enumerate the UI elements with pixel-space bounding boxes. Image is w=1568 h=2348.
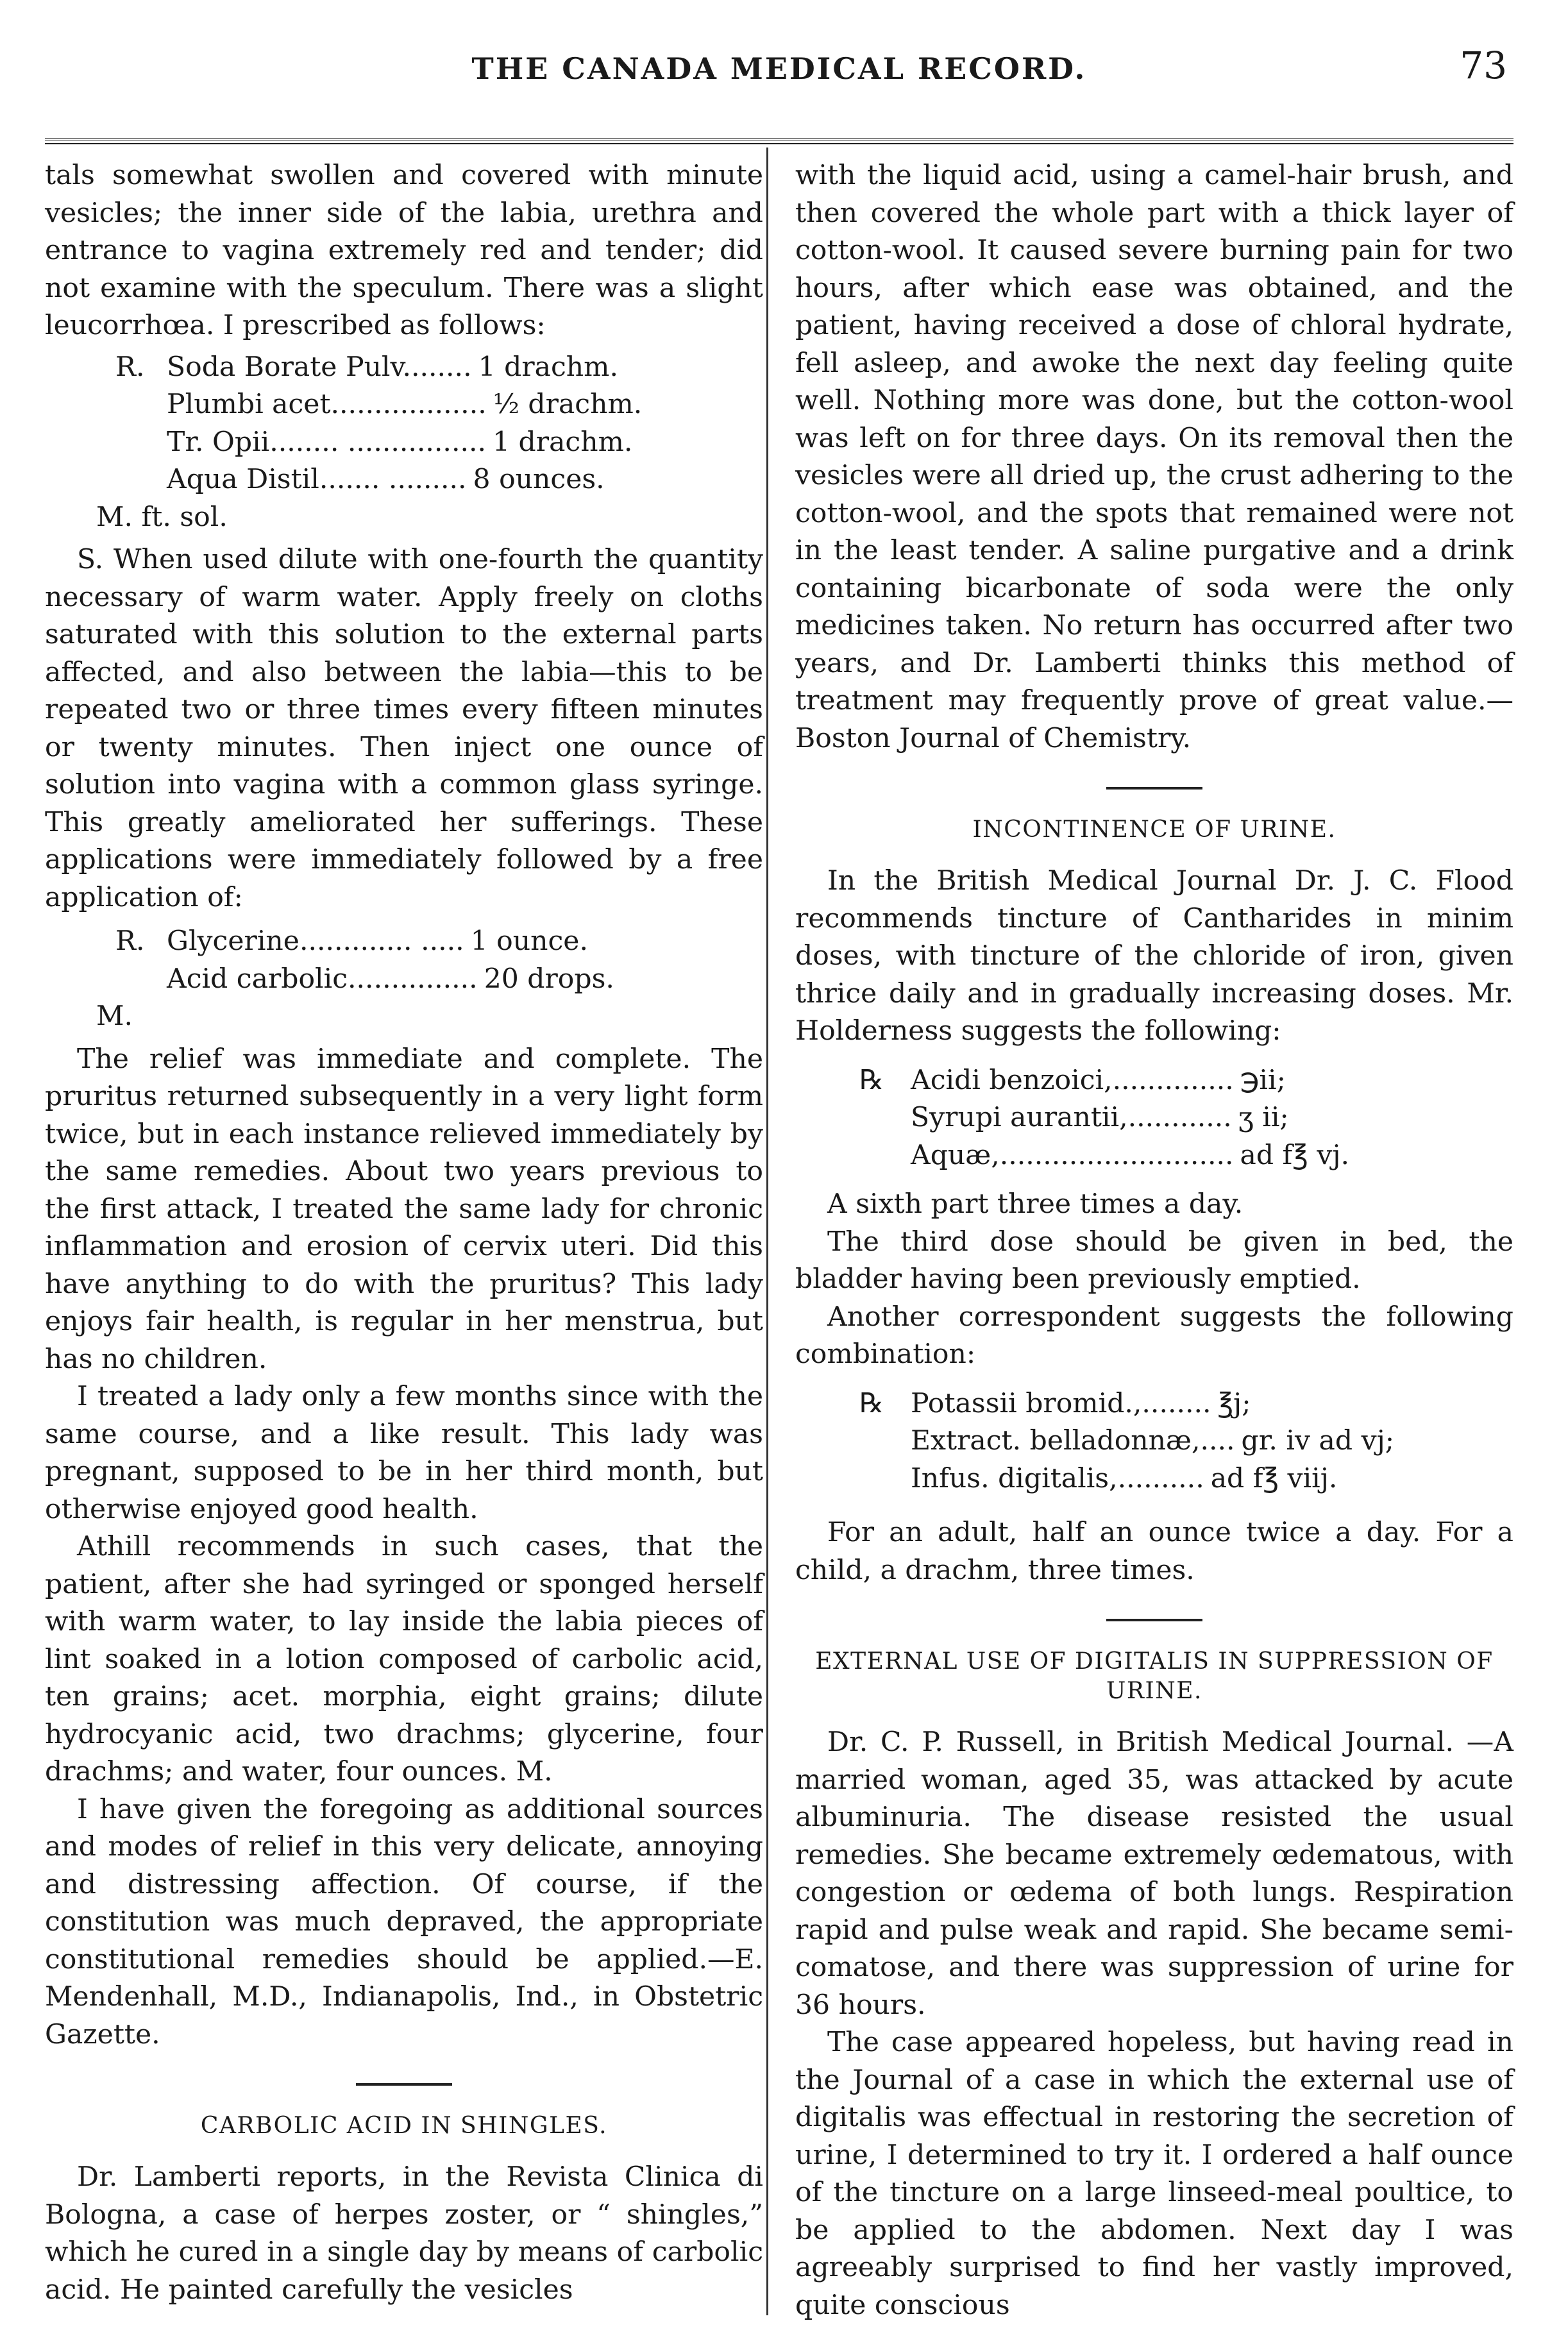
recipe-symbol bbox=[115, 424, 167, 462]
page-number: 73 bbox=[1460, 44, 1507, 87]
dose: ad f℥ viij. bbox=[1210, 1462, 1338, 1494]
recipe-symbol bbox=[115, 461, 167, 499]
paragraph: Another correspondent suggests the following combination: bbox=[795, 1301, 1513, 1370]
paragraph: with the liquid acid, using a camel-hair brush, and then covered the whole part with a thick layer of cotton-wool. It caused severe burning pain for two hours, after which ease was obtained, and the patient, having received a dose of chloral hydrate, fell asleep, and awoke the next day feeling quite well. Nothing more was done, but the cotton-wool was left on for three days. On its removal then the vesicles were all dried up, the crust adhering to the cotton-wool, and the spots that remained were not in the least tender. A saline purgative and a drink containing bicarbonate of soda were the only medicines taken. No return has occurred after two years, and Dr. Lamberti thinks this method of treatment may frequently prove of great value.—Boston Journal of Chemistry. bbox=[795, 160, 1513, 754]
prescription-line bbox=[859, 1460, 1513, 1498]
prescription-1 bbox=[96, 349, 763, 537]
recipe-symbol bbox=[115, 961, 167, 999]
prescription-line bbox=[115, 923, 763, 961]
ingredient: Infus. digitalis,.......... bbox=[911, 1462, 1204, 1494]
section-title: CARBOLIC ACID IN SHINGLES. bbox=[200, 2113, 608, 2139]
left-column bbox=[45, 157, 763, 2309]
recipe-symbol bbox=[859, 1099, 911, 1137]
section-rule bbox=[356, 2083, 452, 2086]
header-rule bbox=[45, 138, 1513, 144]
dose: ½ drachm. bbox=[493, 389, 643, 420]
prescription-line bbox=[115, 461, 763, 499]
prescription-line bbox=[115, 424, 763, 462]
dose: ℥j; bbox=[1217, 1387, 1251, 1419]
dose: ad f℥ vj. bbox=[1240, 1139, 1350, 1171]
paragraph: I have given the foregoing as additional sources and modes of relief in this very delicate, annoying and distressing affection. Of course, if the constitution was much depraved, the appropriate constitutional remedies should be applied.—E. Mendenhall, M.D., Indianapolis, Ind., in Obstetric Gazette. bbox=[45, 1793, 763, 2050]
ingredient: Acid carbolic............... bbox=[167, 963, 478, 995]
ingredient: Potassii bromid.,........ bbox=[911, 1387, 1211, 1419]
section-title: INCONTINENCE OF URINE. bbox=[972, 816, 1336, 843]
paragraph: tals somewhat swollen and covered with minute vesicles; the inner side of the labia, urethra and entrance to vagina extremely red and tender; did not examine with the speculum. There was a slight leucorrhœa. I prescribed as follows: bbox=[45, 160, 763, 341]
paragraph: Dr. C. P. Russell, in British Medical Journal. —A married woman, aged 35, was attacked by acute albuminuria. The disease resisted the usual remedies. She became extremely œdematous, with congestion or œdema of both lungs. Respiration rapid and pulse weak and rapid. She became semi-comatose, and there was suppression of urine for 36 hours. bbox=[795, 1727, 1513, 2021]
ingredient: Acidi benzoici,.............. bbox=[911, 1064, 1234, 1096]
dose: ʒ ii; bbox=[1238, 1102, 1289, 1133]
prescription-2 bbox=[96, 923, 763, 1036]
ingredient: Syrupi aurantii,............ bbox=[911, 1102, 1232, 1133]
ingredient: Tr. Opii........ ................ bbox=[167, 426, 486, 458]
dose: 1 drachm. bbox=[493, 426, 633, 458]
paragraph: Athill recommends in such cases, that the patient, after she had syringed or sponged herself with warm water, to lay inside the labia pieces of lint soaked in a lotion composed of carbolic acid, ten grains; acet. morphia, eight grains; dilute hydrocyanic acid, two drachms; glycerine, four drachms; and water, four ounces. M. bbox=[45, 1531, 763, 1787]
ingredient: Plumbi acet.................. bbox=[167, 389, 487, 420]
prescription-footer: M. bbox=[96, 1001, 133, 1032]
recipe-symbol bbox=[859, 1460, 911, 1498]
paragraph: The case appeared hopeless, but having read in the Journal of a case in which the external use of digitalis was effectual in restoring the secretion of urine, I determined to try it. I ordered a half ounce of the tincture on a large linseed-meal poultice, to be applied to the abdomen. Next day I was agreeably surprised to find her vastly improved, quite conscious bbox=[795, 2027, 1513, 2321]
dose: 1 ounce. bbox=[470, 925, 588, 957]
ingredient: Soda Borate Pulv........ bbox=[167, 351, 472, 383]
prescription-line bbox=[859, 1423, 1513, 1460]
recipe-symbol: R. bbox=[115, 351, 145, 383]
paragraph: A sixth part three times a day. bbox=[827, 1188, 1243, 1220]
ingredient: Extract. belladonnæ,.... bbox=[911, 1425, 1235, 1457]
recipe-symbol: R. bbox=[115, 925, 145, 957]
prescription-line bbox=[115, 386, 763, 424]
prescription-footer: M. ft. sol. bbox=[96, 501, 228, 533]
prescription-line bbox=[115, 961, 763, 999]
paragraph: The third dose should be given in bed, the bladder having been previously emptied. bbox=[795, 1226, 1513, 1295]
prescription-line bbox=[859, 1099, 1513, 1137]
dose: ℈ii; bbox=[1240, 1064, 1286, 1096]
dose: gr. iv ad vj; bbox=[1241, 1425, 1395, 1457]
right-column bbox=[795, 157, 1513, 2324]
column-divider bbox=[766, 148, 768, 2315]
recipe-symbol bbox=[859, 1423, 911, 1460]
paragraph: Dr. Lamberti reports, in the Revista Clinica di Bologna, a case of herpes zoster, or “ shingles,” which he cured in a single day by means of carbolic acid. He painted carefully the vesicles bbox=[45, 2161, 763, 2306]
section-rule bbox=[1106, 1619, 1202, 1621]
ingredient: Aquæ,........................... bbox=[911, 1139, 1234, 1171]
paragraph: S. When used dilute with one-fourth the quantity necessary of warm water. Apply freely on cloths saturated with this solution to the external parts affected, and also between the labia—this to be repeated two or three times every fifteen minutes or twenty minutes. Then inject one ounce of solution into vagina with a common glass syringe. This greatly ameliorated her sufferings. These applications were immediately followed by a free application of: bbox=[45, 544, 763, 913]
recipe-symbol: ℞ bbox=[859, 1387, 884, 1419]
prescription-line bbox=[859, 1137, 1513, 1175]
dose: 20 drops. bbox=[484, 963, 614, 995]
journal-title: THE CANADA MEDICAL RECORD. bbox=[471, 51, 1087, 86]
prescription-line bbox=[859, 1385, 1513, 1423]
prescription-3 bbox=[859, 1062, 1513, 1175]
dose: 1 drachm. bbox=[478, 351, 618, 383]
paragraph: In the British Medical Journal Dr. J. C. Flood recommends tincture of Cantharides in minim doses, with tincture of the chloride of iron, given thrice daily and in gradually increasing doses. Mr. Holderness suggests the following: bbox=[795, 865, 1513, 1047]
prescription-4 bbox=[859, 1385, 1513, 1498]
ingredient: Aqua Distil....... ......... bbox=[167, 464, 467, 495]
recipe-symbol bbox=[115, 386, 167, 424]
recipe-symbol bbox=[859, 1137, 911, 1175]
dose: 8 ounces. bbox=[473, 464, 605, 495]
prescription-line bbox=[859, 1062, 1513, 1100]
section-title: EXTERNAL USE OF DIGITALIS IN SUPPRESSION OF URINE. bbox=[815, 1648, 1494, 1704]
paragraph: For an adult, half an ounce twice a day. For a child, a drachm, three times. bbox=[795, 1517, 1513, 1586]
page-header bbox=[45, 26, 1513, 96]
prescription-line bbox=[115, 349, 763, 387]
paragraph: The relief was immediate and complete. The pruritus returned subsequently in a very light form twice, but in each instance relieved immediately by the same remedies. About two years previous to the first attack, I treated the same lady for chronic inflammation and erosion of cervix uteri. Did this have anything to do with the pruritus? This lady enjoys fair health, is regular in her menstrua, but has no children. bbox=[45, 1043, 763, 1375]
ingredient: Glycerine............. ..... bbox=[167, 925, 464, 957]
section-rule bbox=[1106, 787, 1202, 790]
recipe-symbol: ℞ bbox=[859, 1064, 884, 1096]
paragraph: I treated a lady only a few months since with the same course, and a like result. This lady was pregnant, supposed to be in her third month, but otherwise enjoyed good health. bbox=[45, 1381, 763, 1525]
